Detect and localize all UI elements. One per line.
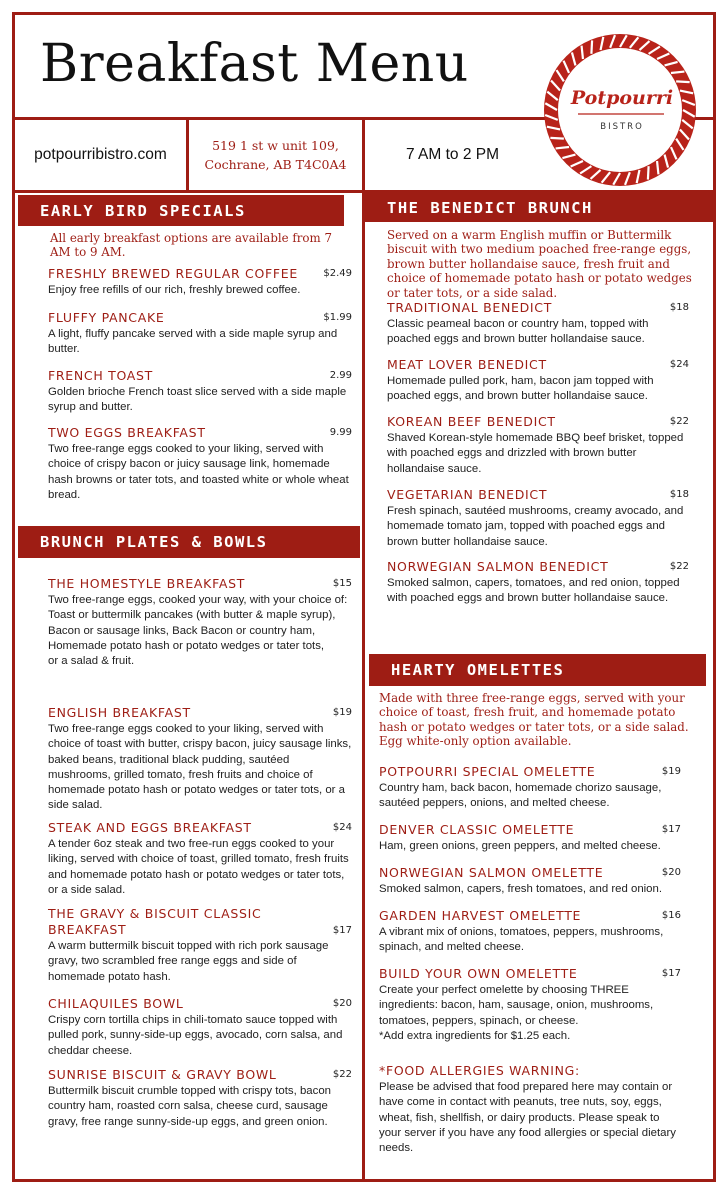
item-price: $22	[669, 561, 689, 572]
menu-item	[48, 996, 352, 1059]
item-price: $16	[661, 910, 681, 921]
item-name: GARDEN HARVEST OMELETTE	[379, 908, 582, 923]
item-name: NORWEGIAN SALMON BENEDICT	[387, 559, 609, 574]
item-name: NORWEGIAN SALMON OMELETTE	[379, 865, 604, 880]
item-price: $19	[332, 707, 352, 718]
item-description: Golden brioche French toast slice served with a side maple syrup and butter.	[48, 386, 347, 414]
section-heading-benedict: THE BENEDICT BRUNCH	[365, 193, 716, 222]
logo-ring-tick	[657, 161, 658, 174]
page-title: Breakfast Menu	[40, 34, 469, 94]
item-description: Shaved Korean-style homemade BBQ beef brisket, topped with poached eggs and drizzled with brown butter hollandaise sauce.	[387, 432, 684, 475]
item-description: A light, fluffy pancake served with a side maple syrup and butter.	[48, 328, 338, 356]
item-description: Ham, green onions, green peppers, and melted cheese.	[379, 840, 661, 852]
logo-ring	[544, 34, 696, 186]
item-description: A warm buttermilk biscuit topped with rich pork sausage gravy, two scrambled free range eggs and side of homemade potato hash.	[48, 940, 329, 983]
item-name: STEAK AND EGGS BREAKFAST	[48, 820, 252, 835]
address-line-1: 519 1 st w unit 109,	[212, 137, 339, 153]
item-price: $22	[332, 1069, 352, 1080]
item-name: THE HOMESTYLE BREAKFAST	[48, 576, 246, 591]
logo-ring-tick	[582, 46, 583, 59]
item-description: Enjoy free refills of our rich, freshly brewed coffee.	[48, 284, 301, 296]
item-name: CHILAQUILES BOWL	[48, 996, 184, 1011]
logo-ring-tick	[591, 40, 592, 53]
item-description: Buttermilk biscuit crumble topped with crispy tots, bacon country ham, roasted corn salsa, cheese curd, sausage gravy, free range sunny-side-up eggs, and green onion.	[48, 1085, 331, 1128]
item-price: 9.99	[329, 427, 352, 438]
early-bird-intro: All early breakfast options are available from 7 AM to 9 AM.	[50, 231, 332, 260]
item-description: Homemade pulled pork, ham, bacon jam topped with poached eggs, and brown butter hollandaise sauce.	[387, 375, 654, 403]
item-name: VEGETARIAN BENEDICT	[387, 487, 548, 502]
logo-ring-tick	[550, 138, 563, 139]
item-price: $18	[669, 302, 689, 313]
item-price: $18	[669, 489, 689, 500]
website-link[interactable]	[15, 120, 186, 190]
item-description: Country ham, back bacon, homemade chorizo sausage, sautéed peppers, onions, and melted cheese.	[379, 782, 662, 810]
menu-item	[379, 865, 681, 897]
menu-item	[387, 300, 689, 348]
allergy-description: Please be advised that food prepared here may contain or have come in contact with peanuts, tree nuts, soy, eggs, wheat, fish, shellfish, or dairy products. Please speak to your server if you have any food allergies or special dietary needs.	[379, 1081, 676, 1155]
logo-ring-tick	[671, 72, 684, 73]
item-price: $20	[661, 867, 681, 878]
item-name: BUILD YOUR OWN OMELETTE	[379, 966, 578, 981]
logo-name: Potpourri	[570, 87, 674, 109]
menu-item	[48, 310, 352, 358]
item-name: TWO EGGS BREAKFAST	[48, 425, 206, 440]
menu-item	[379, 822, 681, 854]
item-description: Two free-range eggs cooked to your liking, served with choice of toast with butter, crispy bacon, juicy sausage links, baked beans, traditional black pudding, sautéed mushrooms, grilled tomato, fresh fruits and choice of homemade potato hash or potato wedges or tater tots, or a side salad.	[48, 723, 352, 812]
item-price: $17	[661, 968, 681, 979]
menu-item	[48, 1067, 352, 1130]
menu-item	[48, 820, 352, 898]
item-description: Fresh spinach, sautéed mushrooms, creamy avocado, and homemade tomato jam, topped with poached eggs and brown butter hollandaise sauce.	[387, 505, 684, 548]
item-name: FLUFFY PANCAKE	[48, 310, 165, 325]
item-description: A vibrant mix of onions, tomatoes, peppers, mushrooms, spinach, and melted cheese.	[379, 926, 664, 954]
item-price: $24	[669, 359, 689, 370]
item-description: Crispy corn tortilla chips in chili-tomato sauce topped with pulled pork, sunny-side-up eggs, avocado, corn salsa, and cheddar cheese.	[48, 1014, 343, 1057]
item-name: MEAT LOVER BENEDICT	[387, 357, 547, 372]
logo-ring-tick	[676, 81, 689, 82]
item-description: Two free-range eggs cooked to your liking, served with choice of crispy bacon or juicy sausage link, homemade hash browns or tater tots, and toasted white or whole wheat bread.	[48, 443, 349, 501]
item-name: POTPOURRI SPECIAL OMELETTE	[379, 764, 596, 779]
menu-item	[379, 764, 681, 812]
logo-ring-tick	[648, 166, 649, 179]
allergy-warning	[379, 1063, 681, 1156]
menu-item	[48, 368, 352, 416]
item-price: $22	[669, 416, 689, 427]
item-price: 2.99	[329, 370, 352, 381]
menu-item	[379, 966, 681, 1044]
item-description: Smoked salmon, capers, tomatoes, and red onion, topped with poached eggs and brown butter hollandaise sauce.	[387, 577, 680, 605]
allergy-title: *FOOD ALLERGIES WARNING:	[379, 1063, 580, 1078]
benedict-intro: Served on a warm English muffin or Buttermilk biscuit with two medium poached free-range eggs, brown butter hollandaise sauce, fresh fruit and choice of homemade potato hash or potato wedges or tater tots, or a side salad.	[387, 228, 692, 300]
item-price: $15	[332, 578, 352, 589]
menu-item	[387, 414, 689, 477]
item-description: Smoked salmon, capers, fresh tomatoes, and red onion.	[379, 883, 663, 895]
website-text: potpourribistro.com	[34, 146, 167, 163]
item-name: THE GRAVY & BISCUIT CLASSIC BREAKFAST	[48, 906, 262, 937]
item-name: KOREAN BEEF BENEDICT	[387, 414, 556, 429]
item-name: FRENCH TOAST	[48, 368, 154, 383]
menu-item	[48, 425, 352, 503]
item-name: FRESHLY BREWED REGULAR COFFEE	[48, 266, 298, 281]
address-line-2: Cochrane, AB T4C0A4	[204, 157, 347, 172]
potpourri-logo	[540, 30, 700, 190]
address-block	[189, 120, 362, 190]
item-price: $2.49	[323, 268, 352, 279]
menu-item	[48, 576, 352, 669]
menu-item	[387, 357, 689, 405]
menu-item	[48, 906, 352, 985]
item-price: $17	[661, 824, 681, 835]
menu-item	[48, 705, 352, 814]
item-price: $19	[661, 766, 681, 777]
section-heading-omelettes: HEARTY OMELETTES	[369, 654, 706, 686]
item-price: $17	[332, 925, 352, 936]
logo-ring-tick	[556, 147, 569, 148]
item-name: SUNRISE BISCUIT & GRAVY BOWL	[48, 1067, 277, 1082]
menu-item	[48, 266, 352, 298]
item-name: ENGLISH BREAKFAST	[48, 705, 191, 720]
section-heading-brunch: BRUNCH PLATES & BOWLS	[18, 526, 360, 558]
logo-subtitle: BISTRO	[600, 122, 644, 132]
item-name: DENVER CLASSIC OMELETTE	[379, 822, 575, 837]
item-price: $20	[332, 998, 352, 1009]
column-divider	[362, 190, 365, 1182]
item-price: $24	[332, 822, 352, 833]
item-description: Classic peameal bacon or country ham, topped with poached eggs and brown butter hollandaise sauce.	[387, 318, 649, 346]
item-description: A tender 6oz steak and two free-run eggs cooked to your liking, served with choice of toast, grilled tomato, fresh fruits and homemade potato hash or potato wedges or tater tots, or a side salad.	[48, 838, 349, 896]
opening-hours	[365, 120, 540, 190]
omelettes-intro: Made with three free-range eggs, served with your choice of toast, fresh fruit, and homemade potato hash or potato wedges or tater tots, or a side salad. Egg white-only option available.	[379, 691, 689, 749]
item-description: Two free-range eggs, cooked your way, with your choice of: Toast or buttermilk pancakes (with butter & maple syrup), Bacon or sausage links, Back Bacon or country ham, Homemade potato hash or potato wedges or tater tots, or a salad & fruit.	[48, 594, 348, 668]
hours-text: 7 AM to 2 PM	[405, 146, 500, 163]
menu-item	[387, 559, 689, 607]
item-description: Create your perfect omelette by choosing THREE ingredients: bacon, ham, sausage, onion, mushrooms, tomatoes, peppers, spinach, or cheese. *Add extra ingredients for $1.25 each.	[379, 984, 654, 1042]
menu-item	[379, 908, 681, 956]
item-name: TRADITIONAL BENEDICT	[387, 300, 553, 315]
menu-item	[387, 487, 689, 550]
section-heading-early-bird: EARLY BIRD SPECIALS	[18, 195, 344, 226]
item-price: $1.99	[323, 312, 352, 323]
